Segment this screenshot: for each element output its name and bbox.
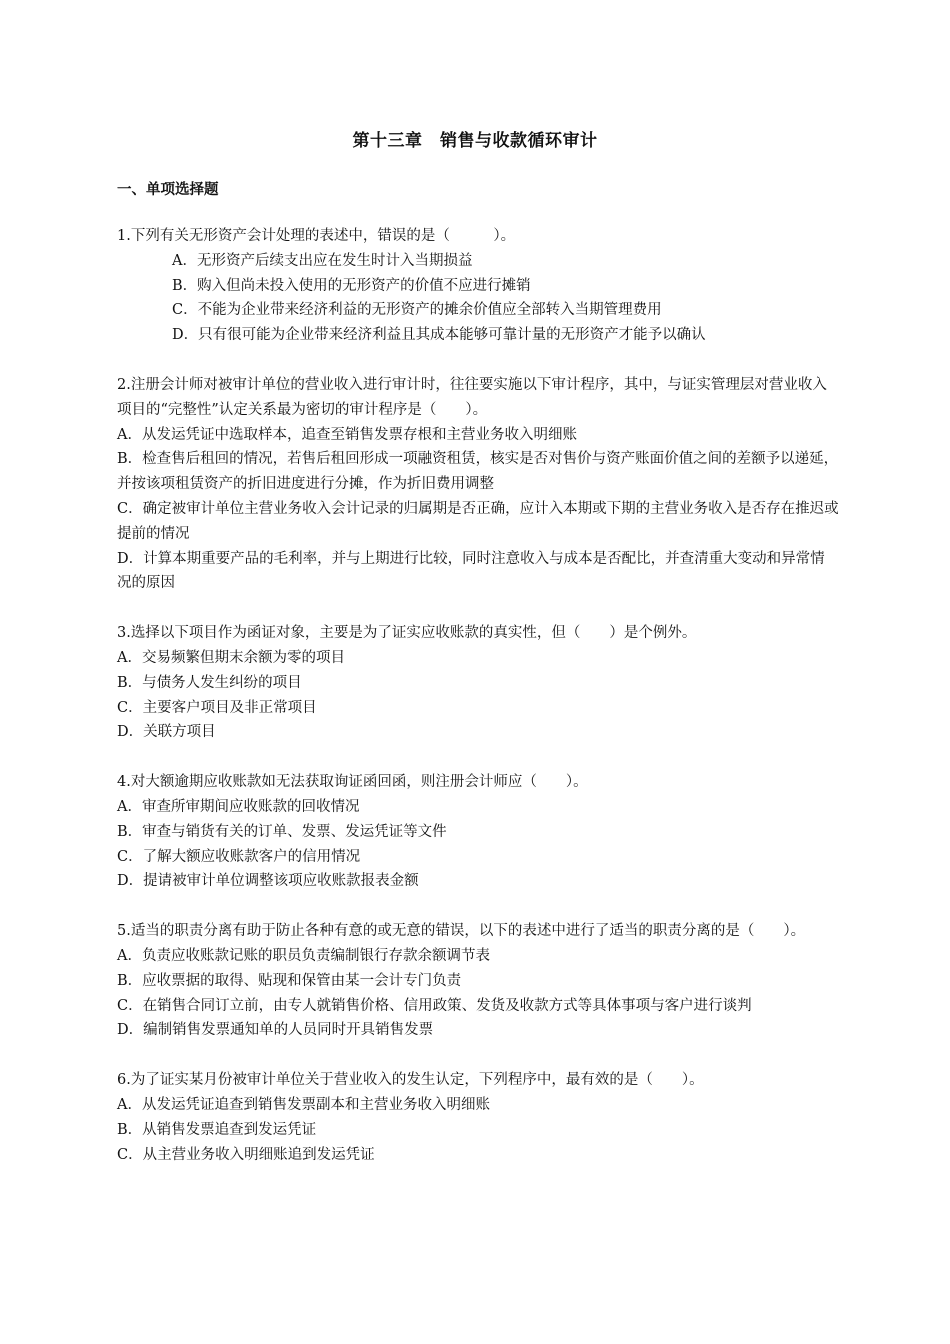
option-a: A．从发运凭证追查到销售发票副本和主营业务收入明细账 <box>117 1096 490 1113</box>
option-d: D．只有很可能为企业带来经济利益且其成本能够可靠计量的无形资产才能予以确认 <box>172 327 706 344</box>
option-d: D．关联方项目 <box>117 724 216 741</box>
option-d: D．提请被审计单位调整该项应收账款报表金额 <box>117 873 419 890</box>
question-6 <box>117 1068 839 1167</box>
option-b: B．应收票据的取得、贴现和保管由某一会计专门负责 <box>117 972 462 989</box>
question-stem: 1.下列有关无形资产会计处理的表述中，错误的是（ ）。 <box>117 228 516 244</box>
question-3 <box>117 621 839 745</box>
option-c: C．主要客户项目及非正常项目 <box>117 699 317 716</box>
question-stem: 5.适当的职责分离有助于防止各种有意的或无意的错误，以下的表述中进行了适当的职责分离的是（ ）。 <box>117 923 806 940</box>
option-c: C．确定被审计单位主营业务收入会计记录的归属期是否正确，应计入本期或下期的主营业务收入是否存在推迟或提前的情况 <box>117 500 839 542</box>
question-stem: 2.注册会计师对被审计单位的营业收入进行审计时，往往要实施以下审计程序，其中，与证实管理层对营业收入项目的“完整性”认定关系最为密切的审计程序是（ ）。 <box>117 376 827 418</box>
question-stem: 4.对大额逾期应收账款如无法获取询证函回函，则注册会计师应（ ）。 <box>117 774 588 791</box>
question-list <box>117 224 839 1192</box>
question-4 <box>117 770 839 894</box>
option-d: D．计算本期重要产品的毛利率，并与上期进行比较，同时注意收入与成本是否配比，并查清重大变动和异常情况的原因 <box>117 550 825 592</box>
question-stem: 6.为了证实某月份被审计单位关于营业收入的发生认定，下列程序中，最有效的是（ ）。 <box>117 1072 704 1089</box>
option-c: C．了解大额应收账款客户的信用情况 <box>117 848 361 865</box>
question-5 <box>117 919 839 1043</box>
option-a: A．负责应收账款记账的职员负责编制银行存款余额调节表 <box>117 947 490 964</box>
option-d: D．编制销售发票通知单的人员同时开具销售发票 <box>117 1022 434 1039</box>
option-c: C．不能为企业带来经济利益的无形资产的摊余价值应全部转入当期管理费用 <box>172 302 662 319</box>
option-a: A．从发运凭证中选取样本，追查至销售发票存根和主营业务收入明细账 <box>117 426 577 443</box>
question-1 <box>117 224 839 348</box>
option-a: A．无形资产后续支出应在发生时计入当期损益 <box>172 252 473 269</box>
option-b: B．购入但尚未投入使用的无形资产的价值不应进行摊销 <box>172 277 531 294</box>
option-a: A．审查所审期间应收账款的回收情况 <box>117 798 360 815</box>
question-stem: 3.选择以下项目作为函证对象，主要是为了证实应收账款的真实性，但（ ）是个例外。 <box>117 625 697 642</box>
option-b: B．检查售后租回的情况，若售后租回形成一项融资租赁，核实是否对售价与资产账面价值之间的差额予以递延，并按该项租赁资产的折旧进度进行分摊，作为折旧费用调整 <box>117 451 839 493</box>
option-b: B．审查与销货有关的订单、发票、发运凭证等文件 <box>117 823 447 840</box>
option-c: C．从主营业务收入明细账追到发运凭证 <box>117 1146 375 1163</box>
section-heading: 一、单项选择题 <box>117 182 219 198</box>
question-2 <box>117 373 839 596</box>
option-c: C．在销售合同订立前，由专人就销售价格、信用政策、发货及收款方式等具体事项与客户进行谈判 <box>117 997 752 1014</box>
option-a: A．交易频繁但期末余额为零的项目 <box>117 649 345 666</box>
option-b: B．从销售发票追查到发运凭证 <box>117 1121 317 1138</box>
chapter-title: 第十三章 销售与收款循环审计 <box>352 131 598 151</box>
option-b: B．与债务人发生纠纷的项目 <box>117 674 302 691</box>
